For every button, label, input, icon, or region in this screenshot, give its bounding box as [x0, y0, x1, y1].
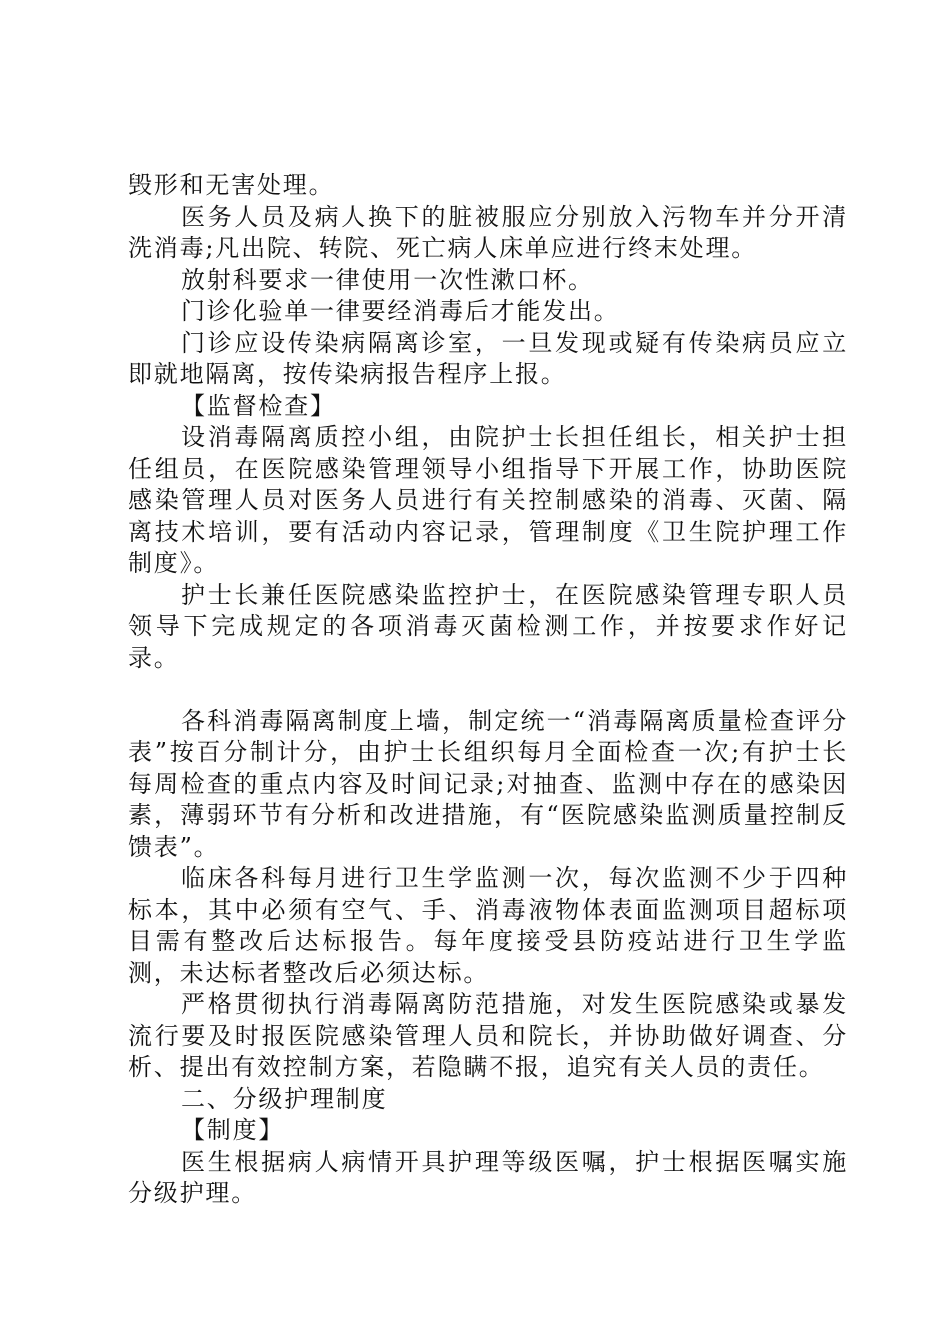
section-heading-regulation: 【制度】 [181, 1116, 285, 1144]
paragraph-inspection-form: 各科消毒隔离制度上墙，制定统一“消毒隔离质量检查评分表”按百分制计分，由护士长组织每月全面检查一次;有护士长每周检查的重点内容及时间记录;对抽查、监测中存在的感染因素，薄弱环节有分析和改进措施，有“医院感染监测质量控制反馈表”。 [128, 706, 848, 861]
paragraph-quality-control-group: 设消毒隔离质控小组，由院护士长担任组长，相关护士担任组员，在医院感染管理领导小组指导下开展工作，协助医院感染管理人员对医务人员进行有关控制感染的消毒、灭菌、隔离技术培训，要有活动内容记录，管理制度《卫生院护理工作制度》。 [128, 423, 848, 577]
paragraph-lab-forms: 门诊化验单一律要经消毒后才能发出。 [181, 297, 620, 325]
paragraph-prevention-measures: 严格贯彻执行消毒隔离防范措施，对发生医院感染或暴发流行要及时报医院感染管理人员和院长，并协助做好调查、分析、提出有效控制方案，若隐瞒不报，追究有关人员的责任。 [128, 990, 848, 1081]
section-heading-graded-nursing: 二、分级护理制度 [181, 1084, 388, 1113]
paragraph-radiology-cups: 放射科要求一律使用一次性漱口杯。 [181, 265, 594, 294]
paragraph-bedding-disinfection: 医务人员及病人换下的脏被服应分别放入污物车并分开清洗消毒;凡出院、转院、死亡病人床单应进行终末处理。 [128, 202, 848, 262]
section-heading-supervision: 【监督检查】 [181, 391, 336, 420]
paragraph-isolation-room: 门诊应设传染病隔离诊室，一旦发现或疑有传染病员应立即就地隔离，按传染病报告程序上报。 [128, 328, 848, 388]
paragraph-hygiene-monitoring: 临床各科每月进行卫生学监测一次，每次监测不少于四种标本，其中必须有空气、手、消毒液物体表面监测项目超标项目需有整改后达标报告。每年度接受县防疫站进行卫生学监测，未达标者整改后必须达标。 [128, 864, 848, 987]
paragraph-graded-nursing-orders: 医生根据病人病情开具护理等级医嘱，护士根据医嘱实施分级护理。 [128, 1147, 848, 1207]
paragraph-continuation: 毁形和无害处理。 [128, 171, 335, 199]
document-body [128, 170, 848, 1210]
paragraph-head-nurse-monitoring: 护士长兼任医院感染监控护士，在医院感染管理专职人员领导下完成规定的各项消毒灭菌检测工作，并按要求作好记录。 [128, 580, 848, 672]
